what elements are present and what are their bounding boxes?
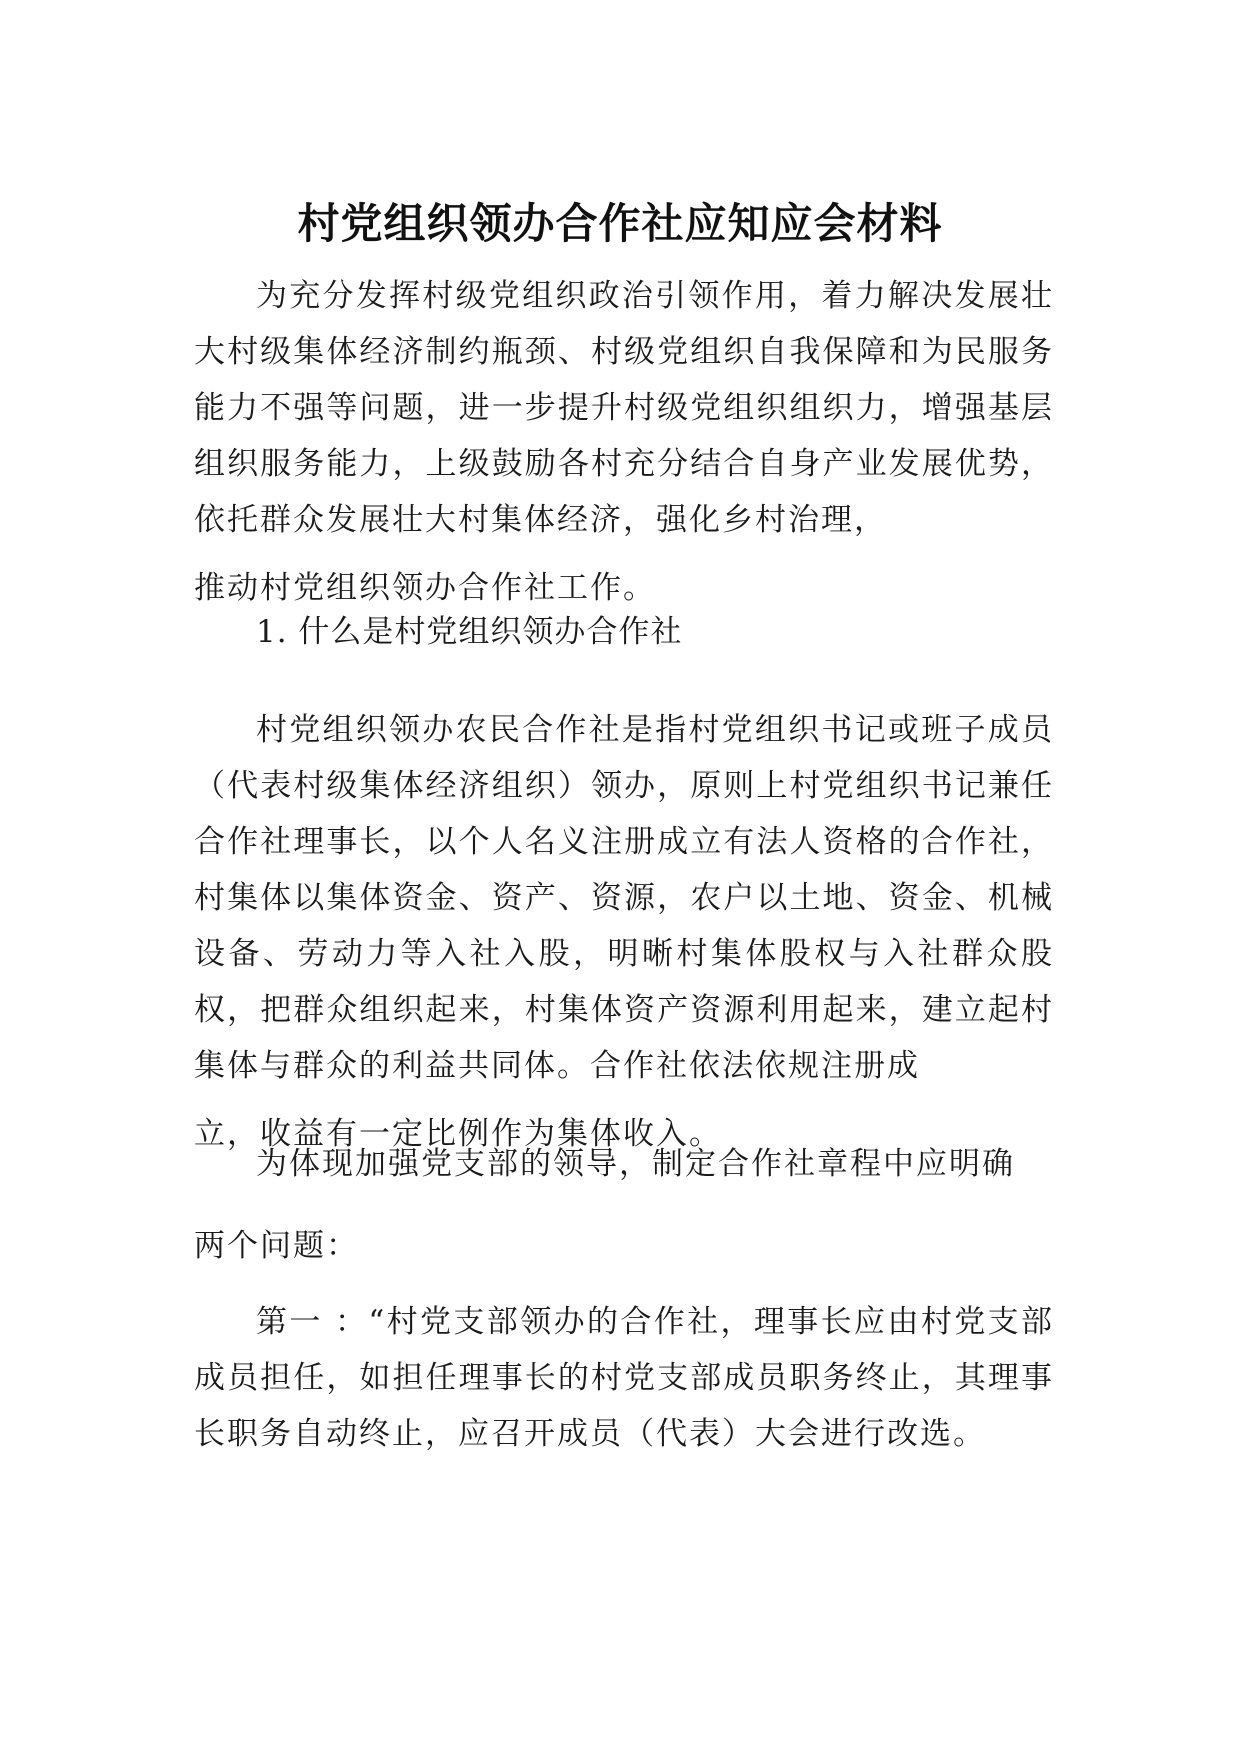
leadership-body: 为体现加强党支部的领导，制定合作社章程中应明确 xyxy=(256,1146,1015,1182)
intro-body: 为充分发挥村级党组织政治引领作用，着力解决发展壮大村级集体经济制约瓶颈、村级党组织自我保障和为民服务能力不强等问题，进一步提升村级党组织组织力，增强基层组织服务能力，上级鼓励各村充分结合自身产业发展优势，依托群众发展壮大村集体经济，强化乡村治理， xyxy=(194,278,1054,538)
section1-body: 村党组织领办农民合作社是指村党组织书记或班子成员（代表村级集体经济组织）领办，原则上村党组织书记兼任合作社理事长，以个人名义注册成立有法人资格的合作社，村集体以集体资金、资产、资源，农户以土地、资金、机械设备、劳动力等入社入股，明晰村集体股权与入社群众股权，把群众组织起来，村集体资产资源利用起来，建立起村集体与群众的利益共同体。合作社依法依规注册成 xyxy=(194,712,1054,1084)
document-title: 村党组织领办合作社应知应会材料 xyxy=(297,199,943,249)
leadership-tail: 两个问题： xyxy=(194,1228,359,1264)
section1-tail: 立，收益有一定比例作为集体收入。 xyxy=(194,1116,722,1152)
section1-paragraph xyxy=(194,702,1054,1162)
section-heading-1: 1. 什么是村党组织领办合作社 xyxy=(256,614,683,650)
leadership-paragraph xyxy=(194,1136,1054,1274)
intro-paragraph xyxy=(194,268,1054,616)
point1-paragraph xyxy=(194,1294,1054,1462)
intro-tail: 推动村党组织领办合作社工作。 xyxy=(194,570,656,606)
point1-body: 第一 ：“村党支部领办的合作社，理事长应由村党支部成员担任，如担任理事长的村党支部成员职务终止，其理事长职务自动终止，应召开成员（代表）大会进行改选。 xyxy=(194,1304,1054,1452)
